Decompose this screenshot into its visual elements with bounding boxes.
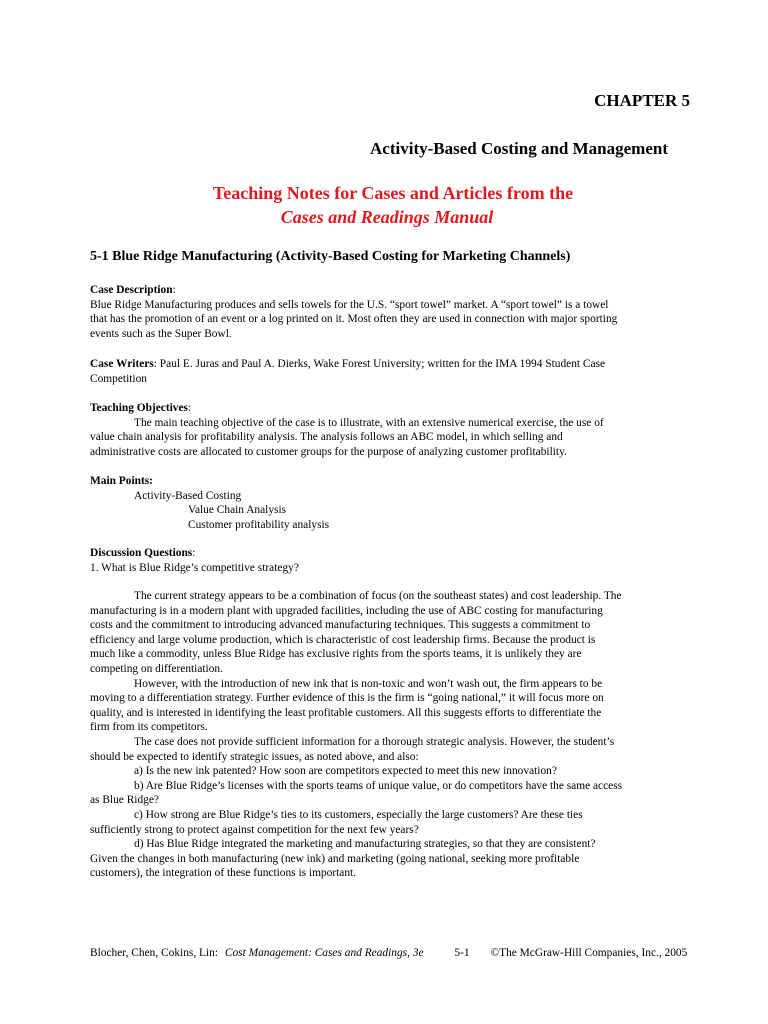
- teaching-notes-line2: Cases and Readings Manual: [280, 207, 494, 227]
- teaching-objectives-label: Teaching Objectives: [90, 402, 188, 414]
- teaching-notes-heading: [0, 181, 768, 229]
- paragraph-line: moving to a differentiation strategy. Further evidence of this is the firm is “going national,” it will focus more on: [90, 692, 604, 705]
- paragraph-line: a) Is the new ink patented? How soon are competitors expected to meet this new innovation?: [134, 765, 557, 778]
- paragraph-line: as Blue Ridge?: [90, 794, 159, 807]
- paragraph-line: customers), the integration of these functions is important.: [90, 867, 357, 880]
- paragraph-line: The current strategy appears to be a combination of focus (on the southeast states) and cost leadership. The: [134, 590, 622, 602]
- page-footer: [90, 947, 690, 959]
- discussion-label: Discussion Questions: [90, 547, 193, 559]
- paragraph-line: much like a commodity, unless Blue Ridge has exclusive rights from the sports teams, it is unlikely they are: [90, 648, 582, 661]
- paragraph-line: c) How strong are Blue Ridge’s ties to its customers, especially the large customers? Are these ties: [134, 808, 583, 821]
- teaching-objectives-heading: Teaching Objectives:: [90, 402, 192, 414]
- chapter-title: Activity-Based Costing and Management: [370, 139, 668, 158]
- paragraph-line: The case does not provide sufficient information for a thorough strategic analysis. However, the student’s: [134, 735, 615, 748]
- paragraph-line: Given the changes in both manufacturing (new ink) and marketing (going national, seeking more profitable: [90, 852, 580, 865]
- footer-book-title: Cost Management: Cases and Readings, 3e: [224, 947, 424, 959]
- discussion-answer: [90, 589, 690, 881]
- paragraph-line: The main teaching objective of the case is to illustrate, with an extensive numerical exercise, the use of: [134, 416, 604, 429]
- teaching-notes-line1: Teaching Notes for Cases and Articles from the: [212, 183, 574, 203]
- main-point-item: Value Chain Analysis: [188, 504, 287, 517]
- case-writers-line: Case Writers: Paul E. Juras and Paul A. Dierks, Wake Forest University; written for the IMA 1994 Student Case: [90, 358, 606, 370]
- paragraph-line: sufficiently strong to protect against competition for the next few years?: [90, 823, 419, 836]
- discussion-heading: Discussion Questions:: [90, 547, 196, 559]
- section-title: 5-1 Blue Ridge Manufacturing (Activity-Based Costing for Marketing Channels): [90, 249, 571, 264]
- teaching-objectives-block: [90, 401, 690, 459]
- main-point-item: Customer profitability analysis: [188, 518, 330, 531]
- paragraph-line: competing on differentiation.: [90, 662, 223, 675]
- paragraph-line: Competition: [90, 372, 147, 385]
- case-description-heading: Case Description:: [90, 284, 176, 296]
- discussion-questions-block: [90, 546, 690, 575]
- case-description-label: Case Description: [90, 284, 173, 296]
- main-points-label: Main Points:: [90, 475, 153, 487]
- case-writers-label: Case Writers: [90, 358, 154, 370]
- paragraph-line: administrative costs are allocated to customer groups for the purpose of analyzing customer profitability.: [90, 445, 567, 458]
- paragraph-line: efficiency and large volume production, which is characteristic of cost leadership firms. Because the product is: [90, 633, 596, 646]
- main-point-item: Activity-Based Costing: [134, 489, 242, 502]
- chapter-heading: CHAPTER 5: [594, 91, 690, 110]
- paragraph-line: firm from its competitors.: [90, 721, 208, 734]
- case-description-block: [90, 283, 690, 341]
- case-writers-block: [90, 357, 690, 386]
- paragraph-line: quality, and is interested in identifying the least profitable customers. All this suggests efforts to differentiate the: [90, 706, 602, 719]
- main-points-block: [90, 474, 690, 532]
- paragraph-line: events such as the Super Bowl.: [90, 327, 232, 340]
- paragraph-line: However, with the introduction of new ink that is non-toxic and won’t wash out, the firm appears to be: [134, 677, 603, 690]
- footer-page-number: 5-1: [454, 947, 470, 959]
- paragraph-line: value chain analysis for profitability analysis. The analysis follows an ABC model, in which selling and: [90, 431, 563, 444]
- footer-copyright: ©The McGraw-Hill Companies, Inc., 2005: [490, 947, 688, 959]
- paragraph-line: b) Are Blue Ridge’s licenses with the sports teams of unique value, or do competitors have the same access: [134, 779, 623, 792]
- footer-authors: Blocher, Chen, Cokins, Lin:: [90, 947, 218, 959]
- paragraph-line: that has the promotion of an event or a log printed on it. Most often they are used in connection with major sporting: [90, 313, 618, 326]
- paragraph-line: should be expected to identify strategic issues, as noted above, and also:: [90, 750, 419, 763]
- paragraph-line: Blue Ridge Manufacturing produces and sells towels for the U.S. “sport towel” market. A “sport towel” is a towel: [90, 298, 609, 311]
- paragraph-line: d) Has Blue Ridge integrated the marketing and manufacturing strategies, so that they are consistent?: [134, 838, 596, 851]
- paragraph-line: manufacturing is in a modern plant with upgraded facilities, including the use of ABC costing for manufacturing: [90, 604, 603, 617]
- paragraph-line: costs and the commitment to introducing advanced manufacturing techniques. This suggests a commitment to: [90, 619, 591, 632]
- question-1: 1. What is Blue Ridge’s competitive strategy?: [90, 561, 299, 574]
